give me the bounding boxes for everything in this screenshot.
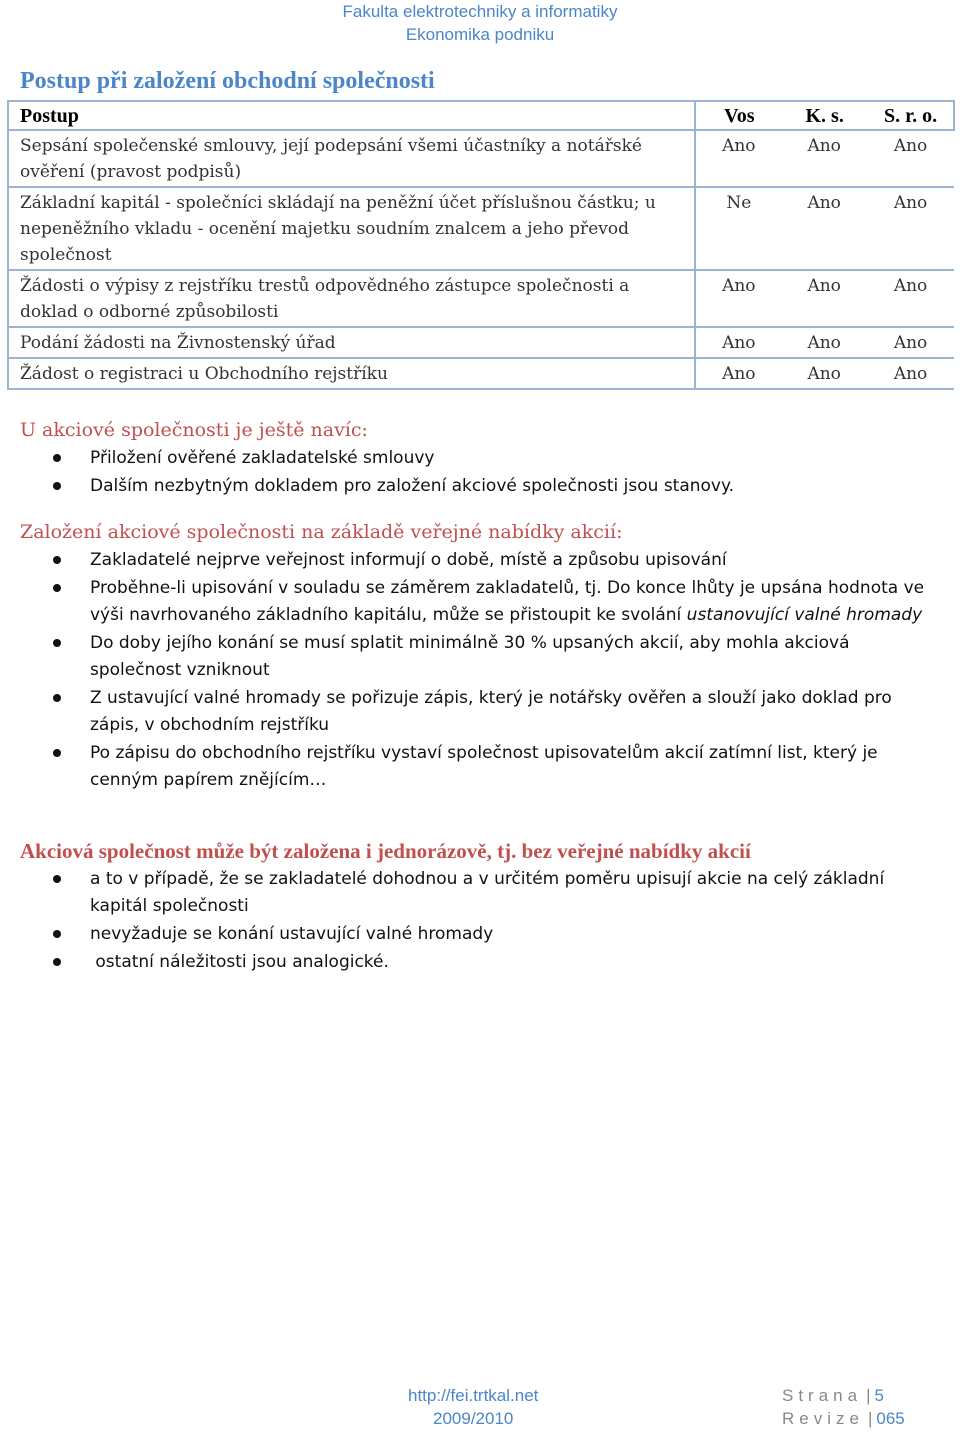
bullet-icon <box>53 958 61 966</box>
table-row <box>8 270 954 327</box>
bullet-icon <box>53 749 61 757</box>
ks-cell: Ano <box>781 327 867 358</box>
footer-left <box>408 1384 538 1430</box>
step-cell: Základní kapitál - společníci skládají na peněžní účet příslušnou částku; u nepeněžního vkladu - ocenění majetku soudním znalcem a jeho převod společnost <box>8 187 695 270</box>
list-item: Přiložení ověřené zakladatelské smlouvy <box>50 445 940 472</box>
bullet-icon <box>53 639 61 647</box>
header-course: Ekonomika podniku <box>405 25 555 44</box>
col-header-vos: Vos <box>695 101 781 130</box>
vos-cell: Ano <box>695 358 781 389</box>
table-row <box>8 358 954 389</box>
step-cell: Žádosti o výpisy z rejstříku trestů odpovědného zástupce společnosti a doklad o odborné způsobilosti <box>8 270 695 327</box>
bullet-icon <box>53 454 61 462</box>
vos-cell: Ano <box>695 327 781 358</box>
table-row <box>8 187 954 270</box>
step-cell: Podání žádosti na Živnostenský úřad <box>8 327 695 358</box>
step-cell: Žádost o registraci u Obchodního rejstříku <box>8 358 695 389</box>
footer-url[interactable]: http://fei.trtkal.net <box>408 1386 539 1405</box>
section-heading-as-extra: U akciové společnosti je ještě navíc: <box>20 419 368 441</box>
vos-cell: Ne <box>695 187 781 270</box>
footer-page <box>782 1384 905 1407</box>
section-heading-public-offer: Založení akciové společnosti na základě veřejné nabídky akcií: <box>20 521 623 543</box>
bullet-icon <box>53 556 61 564</box>
table-header-row <box>8 101 954 130</box>
one-time-list <box>50 866 940 977</box>
revision-number: 065 <box>876 1409 905 1428</box>
list-item: a to v případě, že se zakladatelé dohodnou a v určitém poměru upisují akcie na celý základní kapitál společnosti <box>50 866 940 920</box>
list-item: ostatní náležitosti jsou analogické. <box>50 949 940 976</box>
list-item: Dalším nezbytným dokladem pro založení akciové společnosti jsou stanovy. <box>50 473 940 500</box>
sro-cell: Ano <box>867 130 954 187</box>
sro-cell: Ano <box>867 358 954 389</box>
divider: | <box>867 1409 873 1428</box>
sro-cell: Ano <box>867 187 954 270</box>
sro-cell: Ano <box>867 270 954 327</box>
vos-cell: Ano <box>695 130 781 187</box>
page-header <box>0 0 960 46</box>
col-header-sro: S. r. o. <box>867 101 954 130</box>
sro-cell: Ano <box>867 327 954 358</box>
page-title: Postup při založení obchodní společnosti <box>20 68 435 94</box>
italic-term: ustanovující valné hromady <box>686 605 923 625</box>
footer-revision <box>782 1407 905 1430</box>
col-header-step: Postup <box>8 101 695 130</box>
divider: | <box>866 1386 871 1405</box>
list-item: Do doby jejího konání se musí splatit minimálně 30 % upsaných akcií, aby mohla akciová společnost vzniknout <box>50 630 940 684</box>
ks-cell: Ano <box>781 187 867 270</box>
list-item: nevyžaduje se konání ustavující valné hromady <box>50 921 940 948</box>
col-header-ks: K. s. <box>781 101 867 130</box>
bullet-icon <box>53 482 61 490</box>
list-item: Zakladatelé nejprve veřejnost informují o době, místě a způsobu upisování <box>50 547 940 574</box>
page-label: Strana <box>782 1386 863 1405</box>
step-cell: Sepsání společenské smlouvy, její podepsání všemi účastníky a notářské ověření (pravost podpisů) <box>8 130 695 187</box>
bullet-icon <box>53 694 61 702</box>
revision-label: Revize <box>782 1409 864 1428</box>
ks-cell: Ano <box>781 130 867 187</box>
list-item: Po zápisu do obchodního rejstříku vystaví společnost upisovatelům akcií zatímní list, který je cenným papírem znějícím… <box>50 740 940 794</box>
table-row <box>8 130 954 187</box>
footer-year: 2009/2010 <box>433 1409 514 1428</box>
footer-right <box>782 1384 905 1430</box>
header-faculty: Fakulta elektrotechniky a informatiky <box>342 2 618 21</box>
vos-cell: Ano <box>695 270 781 327</box>
list-item: Proběhne-li upisování v souladu se záměrem zakladatelů, tj. Do konce lhůty je upsána hodnota ve výši navrhovaného základního kapitálu, může se přistoupit ke svolání ustanovující valné hromady <box>50 575 940 629</box>
ks-cell: Ano <box>781 270 867 327</box>
section-heading-one-time: Akciová společnost může být založena i jednorázově, tj. bez veřejné nabídky akcií <box>20 839 751 863</box>
page-number: 5 <box>874 1386 884 1405</box>
as-extra-list <box>50 445 940 501</box>
procedure-table <box>7 100 955 390</box>
public-offer-list <box>50 547 940 795</box>
table-row <box>8 327 954 358</box>
bullet-icon <box>53 930 61 938</box>
bullet-icon <box>53 584 61 592</box>
list-item: Z ustavující valné hromady se pořizuje zápis, který je notářsky ověřen a slouží jako doklad pro zápis, v obchodním rejstříku <box>50 685 940 739</box>
ks-cell: Ano <box>781 358 867 389</box>
bullet-icon <box>53 875 61 883</box>
